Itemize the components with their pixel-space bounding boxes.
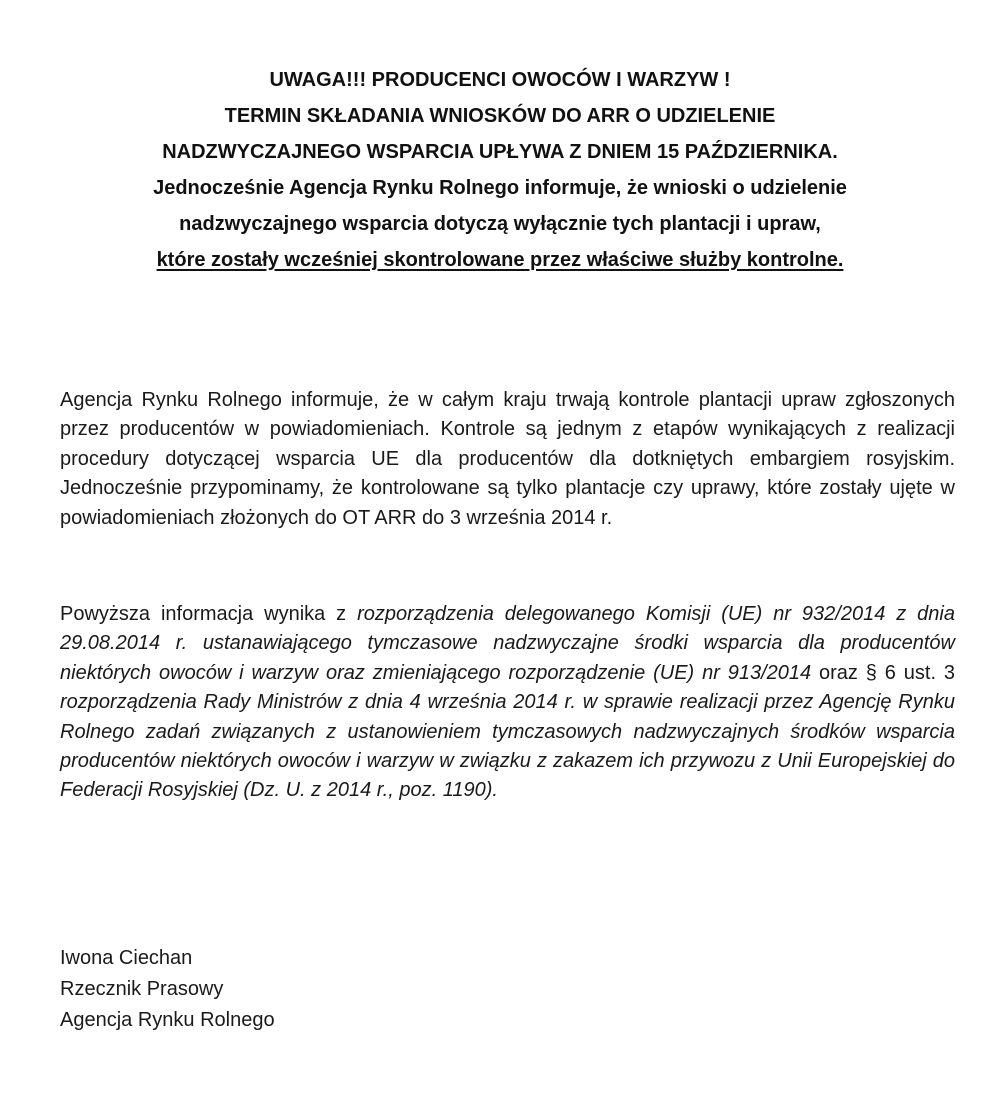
signatory-name: Iwona Ciechan [60,947,193,969]
header-line-1: UWAGA!!! PRODUCENCI OWOCÓW I WARZYW ! [269,69,731,91]
header-line-3: NADZWYCZAJNEGO WSPARCIA UPŁYWA Z DNIEM 15 PAŹDZIERNIKA. [162,141,838,163]
legal-reference-council-regulation: rozporządzenia Rady Ministrów z dnia 4 września 2014 r. w sprawie realizacji przez Agencję Rynku Rolnego zadań związanych z ustanowieniem tymczasowych nadzwyczajnych środków wsparcia producentów niektórych owoców i warzyw w związku z zakazem ich przywozu z Unii Europejskiej do Federacji Rosyjskiej (Dz. U. z 2014 r., poz. 1190). [60,691,955,802]
legal-reference-commission-regulation: rozporządzenia delegowanego Komisji (UE) nr 932/2014 z dnia 29.08.2014 r. ustanawiającego tymczasowe nadzwyczajne środki wsparcia dla producentów niektórych owoców i warzyw oraz zmieniającego rozporządzenie (UE) nr 913/2014 [60,603,955,684]
signatory-organization: Agencja Rynku Rolnego [60,1009,275,1031]
legal-basis-connector: oraz § 6 ust. 3 [811,661,956,684]
announcement-header [40,62,960,278]
header-line-2: TERMIN SKŁADANIA WNIOSKÓW DO ARR O UDZIELENIE [224,105,776,127]
legal-basis-lead: Powyższa informacja wynika z [60,603,358,625]
header-line-4: Jednocześnie Agencja Rynku Rolnego informuje, że wnioski o udzielenie [153,177,847,199]
signature-block [60,943,275,1036]
paragraph-controls-info: Agencja Rynku Rolnego informuje, że w całym kraju trwają kontrole plantacji upraw zgłoszonych przez producentów w powiadomieniach. Kontrole są jednym z etapów wynikających z realizacji procedury dotyczącej wsparcia UE dla producentów dla dotkniętych embargiem rosyjskim. Jednocześnie przypominamy, że kontrolowane są tylko plantacje czy uprawy, które zostały ujęte w powiadomieniach złożonych do OT ARR do 3 września 2014 r. [60,389,955,529]
header-line-6-underlined: które zostały wcześniej skontrolowane przez właściwe służby kontrolne. [156,249,844,271]
paragraph-legal-basis [60,600,955,806]
header-line-5: nadzwyczajnego wsparcia dotyczą wyłącznie tych plantacji i upraw, [179,213,821,235]
signatory-role: Rzecznik Prasowy [60,978,224,1000]
